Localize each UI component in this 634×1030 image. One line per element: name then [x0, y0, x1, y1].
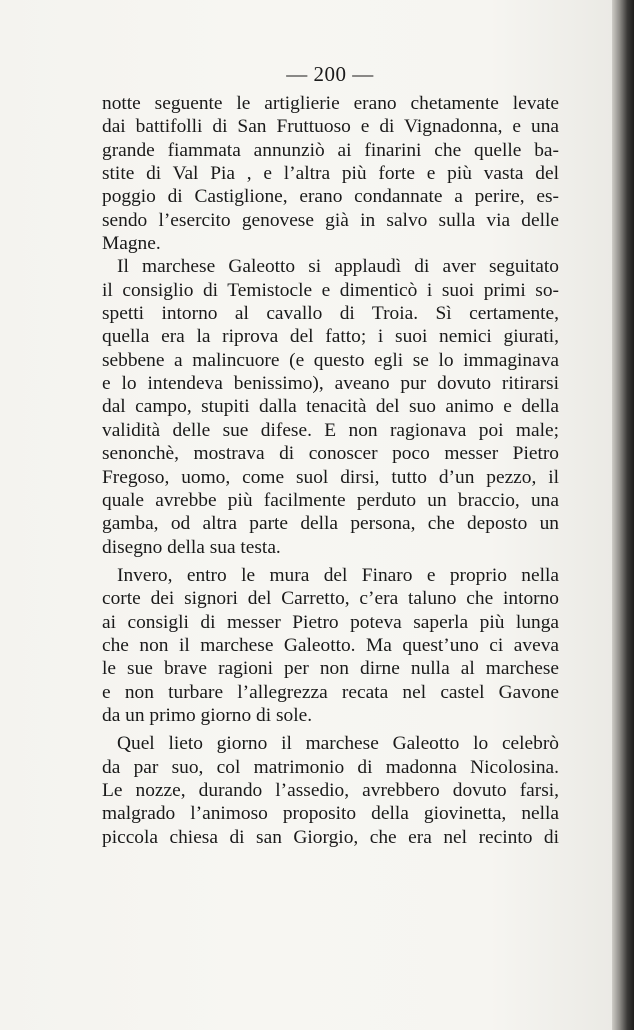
paragraph [102, 255, 559, 558]
text-line: validità delle sue difese. E non ragionava poi male; [102, 419, 559, 441]
paragraph [102, 92, 559, 255]
paragraph [102, 732, 559, 849]
text-line: malgrado l’animoso proposito della giovinetta, nella [102, 803, 559, 825]
text-line: piccola chiesa di san Giorgio, che era nel recinto di [102, 826, 559, 848]
text-line: sendo l’esercito genovese già in salvo sulla via delle [102, 209, 559, 231]
text-line: quella era la riprova del fatto; i suoi nemici giurati, [102, 326, 559, 348]
text-line: Il marchese Galeotto si applaudì di aver seguitato [117, 256, 559, 278]
text-line: sebbene a malincuore (e questo egli se lo immaginava [102, 349, 559, 371]
text-line: Quel lieto giorno il marchese Galeotto lo celebrò [117, 733, 559, 755]
text-line: che non il marchese Galeotto. Ma quest’uno ci aveva [102, 634, 559, 656]
text-line: Invero, entro le mura del Finaro e proprio nella [117, 564, 559, 586]
text-line: corte dei signori del Carretto, c’era taluno che intorno [102, 588, 559, 610]
body-text [102, 92, 559, 849]
book-gutter-shadow [612, 0, 634, 1030]
text-line: gamba, od altra parte della persona, che deposto un [102, 513, 559, 535]
text-line: le sue brave ragioni per non dirne nulla al marchese [102, 658, 559, 680]
text-line: il consiglio di Temistocle e dimenticò i suoi primi so- [102, 279, 559, 301]
text-line: quale avrebbe più facilmente perduto un braccio, una [102, 489, 559, 511]
page-number: — 200 — [286, 62, 374, 86]
text-line: Le nozze, durando l’assedio, avrebbero dovuto farsi, [102, 779, 559, 801]
text-line: Fregoso, uomo, come suol dirsi, tutto d’un pezzo, il [102, 466, 559, 488]
text-line: e lo intendeva benissimo), aveano pur dovuto ritirarsi [102, 373, 559, 395]
paragraph [102, 564, 559, 727]
text-line: da par suo, col matrimonio di madonna Nicolosina. [102, 756, 559, 778]
text-line: e non turbare l’allegrezza recata nel castel Gavone [102, 681, 559, 703]
text-line: da un primo giorno di sole. [102, 704, 313, 726]
text-line: dai battifolli di San Fruttuoso e di Vignadonna, e una [102, 116, 559, 138]
text-line: grande fiammata annunziò ai finarini che quelle ba- [102, 139, 559, 161]
text-line: spetti intorno al cavallo di Troia. Sì certamente, [102, 303, 559, 325]
text-line: dal campo, stupiti dalla tenacità del suo animo e della [102, 396, 559, 418]
text-line: ai consigli di messer Pietro poteva saperla più lunga [102, 611, 559, 633]
text-line: disegno della sua testa. [102, 536, 281, 558]
text-line: Magne. [102, 233, 161, 255]
text-line: notte seguente le artiglierie erano chetamente levate [102, 93, 559, 114]
text-line: senonchè, mostrava di conoscer poco messer Pietro [102, 443, 559, 465]
text-line: stite di Val Pia , e l’altra più forte e più vasta del [102, 163, 559, 185]
text-line: poggio di Castiglione, erano condannate a perire, es- [102, 186, 559, 208]
